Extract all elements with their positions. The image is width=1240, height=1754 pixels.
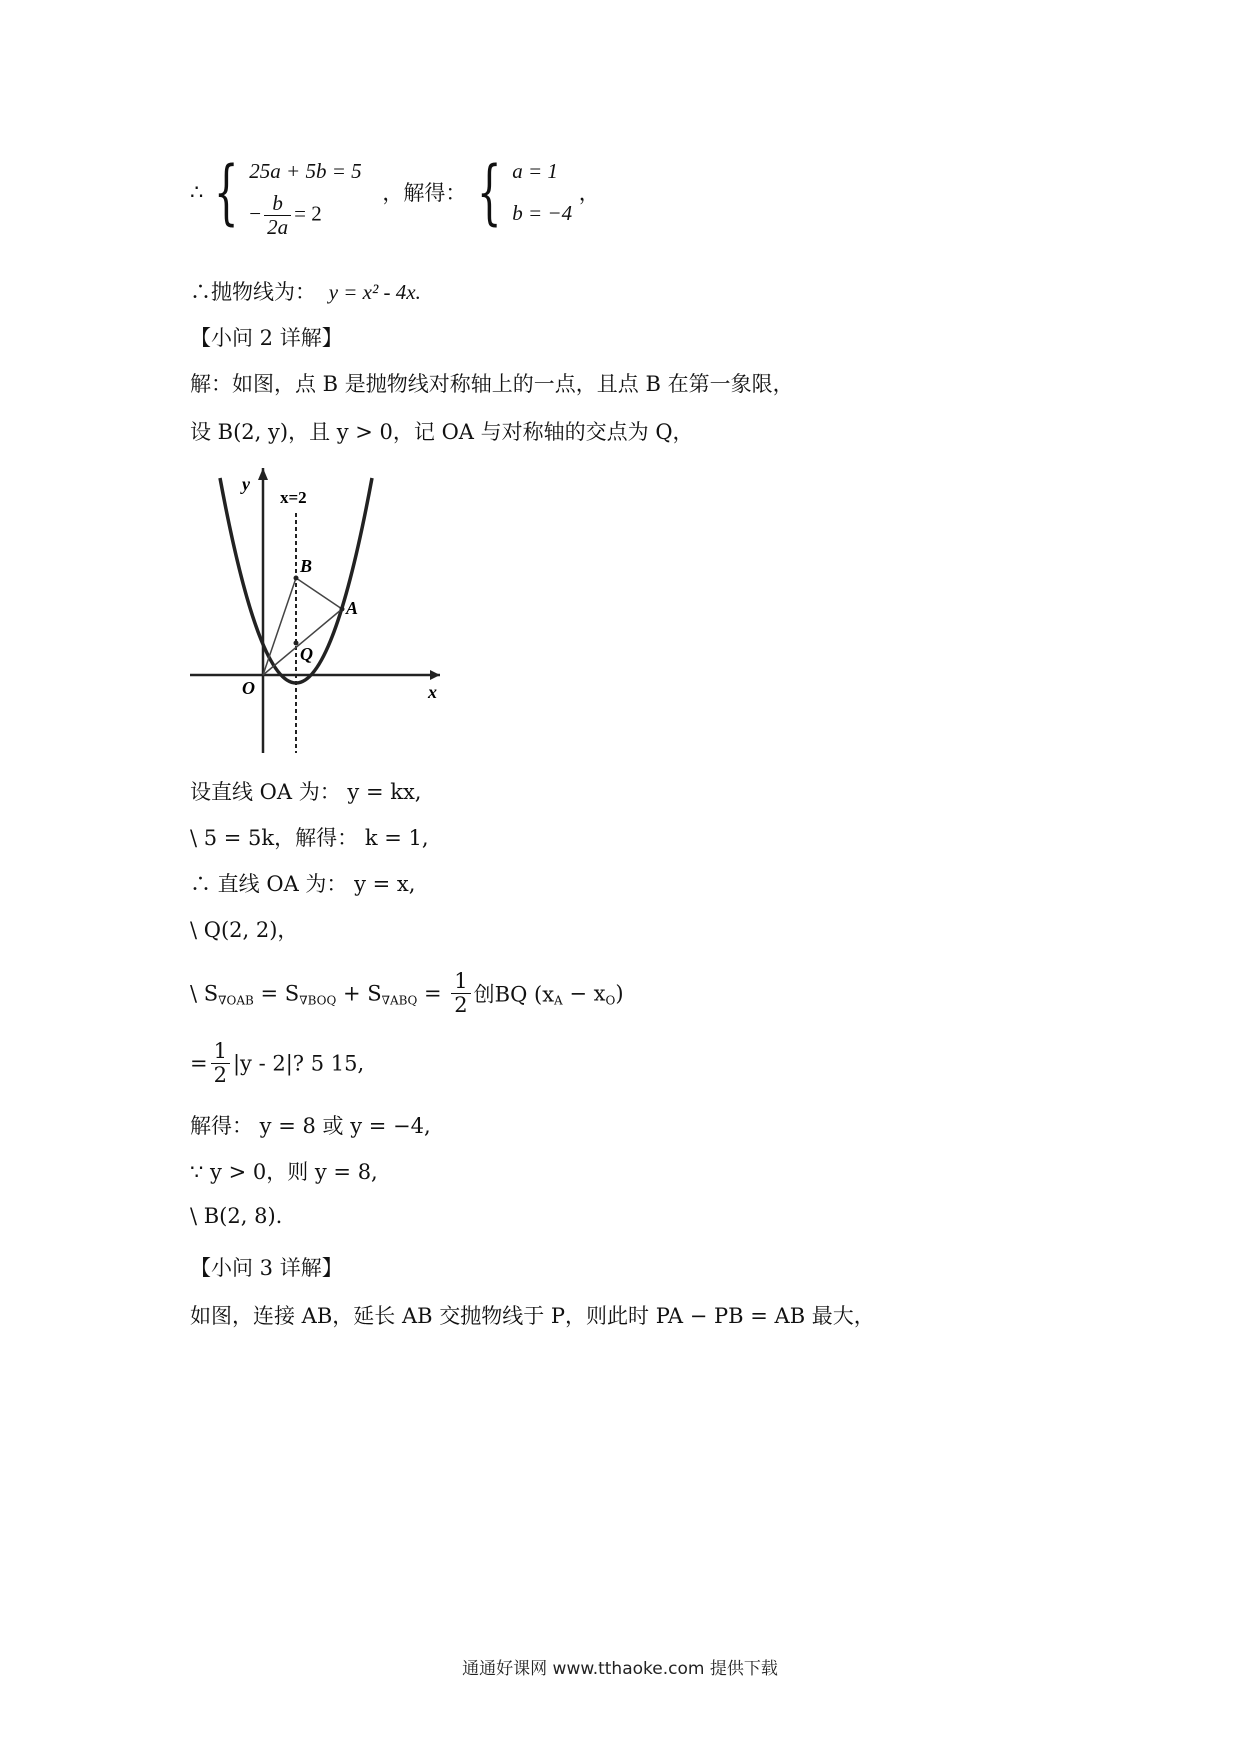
result-system <box>512 150 572 234</box>
point-A <box>340 607 345 612</box>
left-brace-2: { <box>477 151 502 233</box>
page-footer: 通通好课网 www.tthaoke.com 提供下载 <box>462 1659 778 1679</box>
equation-1: 25a + 5b = 5 <box>249 159 362 183</box>
label-y: y <box>242 474 250 494</box>
x-axis-arrow <box>430 670 440 680</box>
part2-line4: \ 5 = 5k，解得： k = 1, <box>190 826 429 850</box>
label-Q: Q <box>300 644 313 664</box>
parabola-figure <box>190 468 450 758</box>
result-a: a = 1 <box>512 159 558 183</box>
fraction-half: $\frac{1}{2}$ <box>451 970 470 1017</box>
equation-system <box>249 150 362 240</box>
part2-line10: ∵ y > 0，则 y = 8, <box>190 1160 378 1184</box>
fraction-b-2a: $\frac{b}{2a}$ <box>264 192 291 239</box>
equation-system-line: ∴ { 25a + 5b = 5 − $\frac{b}{2a}$ = 2 ，解得： { a = 1 b = −4 ， <box>190 151 600 240</box>
solve-label: ，解得： <box>382 181 467 205</box>
y-axis-arrow <box>258 468 268 480</box>
part2-line9: 解得： y = 8 或 y = −4, <box>190 1114 431 1138</box>
point-Q <box>294 641 299 646</box>
part2-line11: \ B(2, 8). <box>190 1204 283 1228</box>
label-axis: x=2 <box>280 488 307 507</box>
parabola-result <box>190 276 421 306</box>
fraction-half-2: $\frac{1}{2}$ <box>211 1040 230 1087</box>
area-formula-continued: = $\frac{1}{2}$ |y - 2|? 5 15, <box>190 1039 365 1088</box>
parabola-equation: y = x² - 4x. <box>328 280 421 304</box>
result-b: b = −4 <box>512 201 573 225</box>
part2-line2: 设 B(2, y)，且 y > 0，记 OA 与对称轴的交点为 Q， <box>190 420 694 444</box>
label-x: x <box>428 682 437 702</box>
part2-line3: 设直线 OA 为： y = kx, <box>190 780 422 804</box>
segment-BA <box>296 578 342 609</box>
label-B: B <box>300 556 313 576</box>
equation-2: − $\frac{b}{2a}$ = 2 <box>249 191 322 240</box>
part2-line1: 解：如图，点 B 是抛物线对称轴上的一点，且点 B 在第一象限， <box>190 372 794 396</box>
part2-header: 【小问 2 详解】 <box>190 326 343 350</box>
point-B <box>294 576 299 581</box>
part2-line6: \ Q(2, 2)， <box>190 918 299 942</box>
therefore-symbol: ∴ <box>190 180 204 204</box>
part3-line1: 如图，连接 AB，延长 AB 交抛物线于 P，则此时 PA − PB = AB 最大， <box>190 1304 875 1328</box>
part2-line5: ∴ 直线 OA 为： y = x, <box>190 872 416 896</box>
label-O: O <box>242 678 255 698</box>
parabola-label: ∴抛物线为： <box>190 280 316 304</box>
left-brace: { <box>214 151 239 233</box>
label-A: A <box>346 598 359 618</box>
part3-header: 【小问 3 详解】 <box>190 1256 343 1280</box>
area-formula: \ $S_{\nabla OAB} = S_{\nabla BOQ} + S_{\nabla ABQ}$ = $\frac{1}{2}$ 创BQ $(x_A - x_O)$ <box>190 969 624 1018</box>
